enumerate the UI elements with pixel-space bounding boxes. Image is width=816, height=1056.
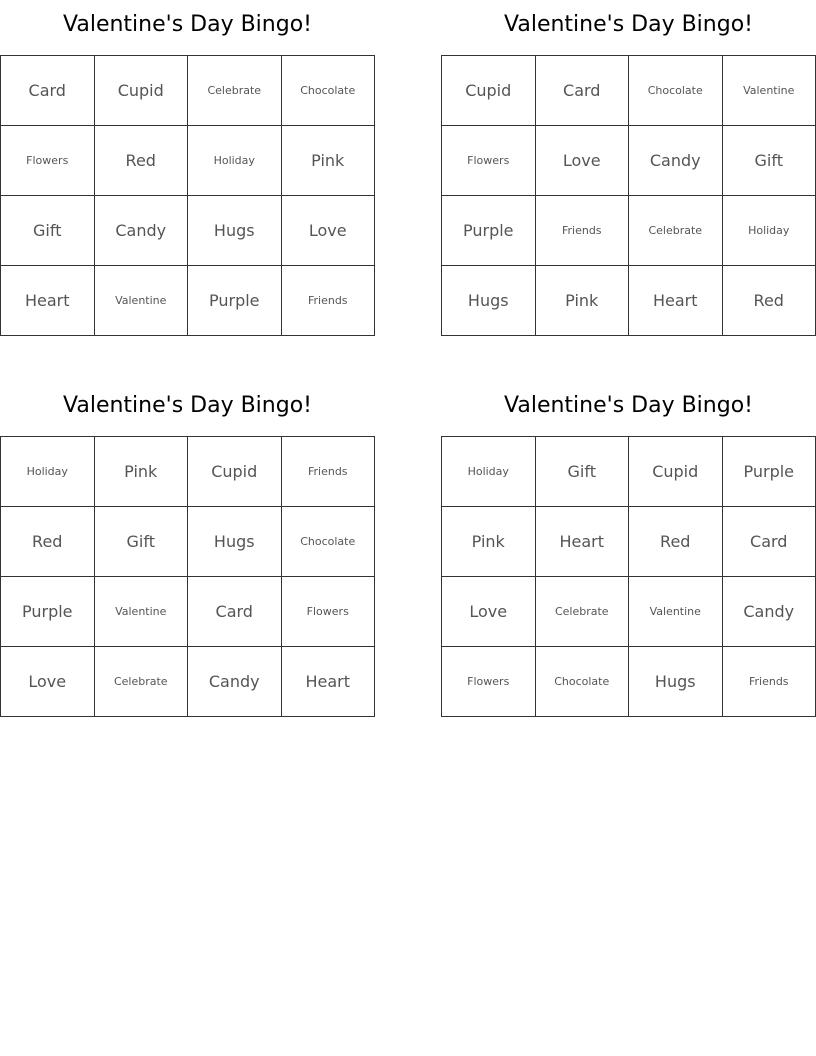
bingo-cell: Heart bbox=[282, 647, 376, 717]
bingo-cell: Hugs bbox=[188, 196, 282, 266]
bingo-cell: Flowers bbox=[282, 577, 376, 647]
bingo-cell: Purple bbox=[723, 437, 816, 507]
bingo-cell: Red bbox=[629, 507, 723, 577]
bingo-card-title: Valentine's Day Bingo! bbox=[504, 393, 753, 418]
bingo-cell: Hugs bbox=[188, 507, 282, 577]
bingo-cell: Friends bbox=[282, 266, 376, 336]
bingo-cell: Flowers bbox=[442, 126, 536, 196]
bingo-cell: Cupid bbox=[188, 437, 282, 507]
bingo-cell: Hugs bbox=[629, 647, 723, 717]
bingo-cell: Love bbox=[536, 126, 630, 196]
bingo-card-title: Valentine's Day Bingo! bbox=[63, 12, 312, 37]
bingo-cell: Cupid bbox=[95, 56, 189, 126]
bingo-cell: Flowers bbox=[1, 126, 95, 196]
bingo-cell: Candy bbox=[629, 126, 723, 196]
bingo-grid bbox=[441, 436, 816, 717]
bingo-cell: Gift bbox=[1, 196, 95, 266]
bingo-cell: Gift bbox=[723, 126, 816, 196]
bingo-cell: Pink bbox=[95, 437, 189, 507]
bingo-cell: Celebrate bbox=[536, 577, 630, 647]
bingo-cell: Cupid bbox=[629, 437, 723, 507]
bingo-cell: Pink bbox=[282, 126, 376, 196]
bingo-cell: Purple bbox=[1, 577, 95, 647]
bingo-cell: Friends bbox=[282, 437, 376, 507]
bingo-cell: Heart bbox=[536, 507, 630, 577]
bingo-cell: Friends bbox=[536, 196, 630, 266]
bingo-card-title: Valentine's Day Bingo! bbox=[504, 12, 753, 37]
bingo-cell: Card bbox=[536, 56, 630, 126]
bingo-cell: Friends bbox=[723, 647, 816, 717]
bingo-grid bbox=[0, 436, 375, 717]
bingo-cell: Purple bbox=[442, 196, 536, 266]
bingo-cell: Flowers bbox=[442, 647, 536, 717]
bingo-cell: Red bbox=[723, 266, 816, 336]
bingo-cell: Gift bbox=[95, 507, 189, 577]
bingo-grid bbox=[441, 55, 816, 336]
bingo-cell: Card bbox=[1, 56, 95, 126]
bingo-cell: Chocolate bbox=[282, 56, 376, 126]
bingo-cell: Cupid bbox=[442, 56, 536, 126]
bingo-cell: Card bbox=[723, 507, 816, 577]
bingo-grid bbox=[0, 55, 375, 336]
bingo-cell: Chocolate bbox=[282, 507, 376, 577]
bingo-cell: Purple bbox=[188, 266, 282, 336]
bingo-cell: Love bbox=[442, 577, 536, 647]
bingo-cell: Holiday bbox=[188, 126, 282, 196]
bingo-cell: Celebrate bbox=[629, 196, 723, 266]
bingo-cell: Celebrate bbox=[188, 56, 282, 126]
bingo-cell: Holiday bbox=[442, 437, 536, 507]
bingo-cell: Chocolate bbox=[536, 647, 630, 717]
bingo-cell: Pink bbox=[536, 266, 630, 336]
bingo-cell: Red bbox=[1, 507, 95, 577]
bingo-cell: Candy bbox=[95, 196, 189, 266]
bingo-cell: Holiday bbox=[723, 196, 816, 266]
bingo-cell: Celebrate bbox=[95, 647, 189, 717]
bingo-cell: Valentine bbox=[629, 577, 723, 647]
bingo-cell: Chocolate bbox=[629, 56, 723, 126]
bingo-cell: Pink bbox=[442, 507, 536, 577]
bingo-cell: Valentine bbox=[95, 577, 189, 647]
bingo-cell: Candy bbox=[723, 577, 816, 647]
bingo-cell: Hugs bbox=[442, 266, 536, 336]
bingo-cell: Card bbox=[188, 577, 282, 647]
bingo-cell: Red bbox=[95, 126, 189, 196]
bingo-cell: Valentine bbox=[95, 266, 189, 336]
bingo-cell: Candy bbox=[188, 647, 282, 717]
bingo-cell: Heart bbox=[629, 266, 723, 336]
bingo-cell: Gift bbox=[536, 437, 630, 507]
bingo-cell: Holiday bbox=[1, 437, 95, 507]
bingo-cell: Valentine bbox=[723, 56, 816, 126]
bingo-cell: Love bbox=[282, 196, 376, 266]
bingo-cell: Love bbox=[1, 647, 95, 717]
bingo-cell: Heart bbox=[1, 266, 95, 336]
bingo-card-title: Valentine's Day Bingo! bbox=[63, 393, 312, 418]
